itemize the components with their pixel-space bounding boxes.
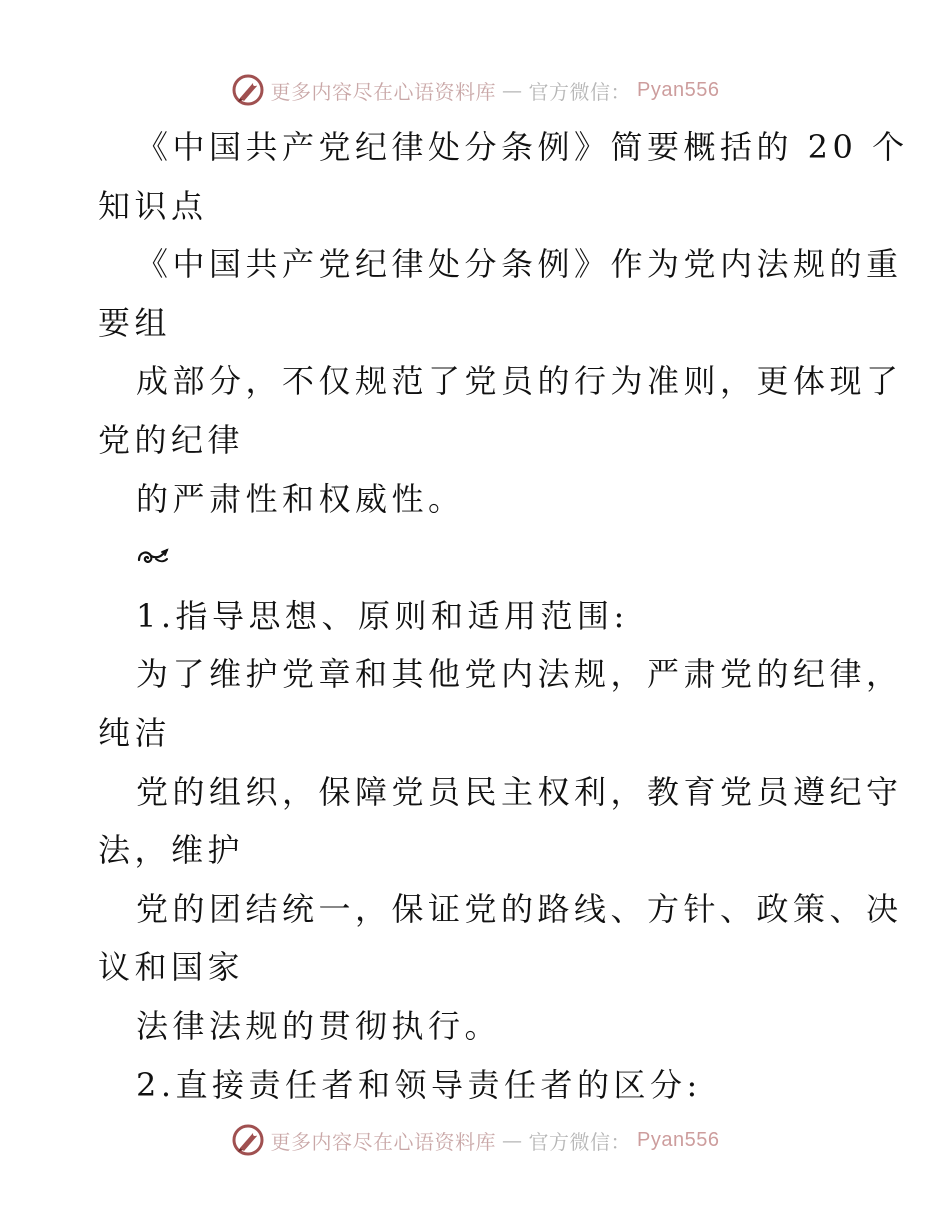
text-line: 纯洁 bbox=[98, 713, 172, 752]
text-line: 2.直接责任者和领导责任者的区分: bbox=[136, 1065, 702, 1104]
fleuron-icon bbox=[136, 544, 170, 570]
text-line: 为了维护党章和其他党内法规，严肃党的纪律， bbox=[136, 655, 903, 694]
header-watermark bbox=[0, 70, 950, 110]
text-line: 1.指导思想、原则和适用范围: bbox=[136, 596, 629, 635]
text-line: 成部分，不仅规范了党员的行为准则，更体现了 bbox=[136, 362, 903, 401]
footer-watermark bbox=[0, 1120, 950, 1160]
watermark-separator: — bbox=[502, 78, 523, 102]
text-line: 要组 bbox=[98, 303, 172, 342]
text-line: 知识点 bbox=[98, 186, 208, 225]
text-line: 法律法规的贯彻执行。 bbox=[136, 1006, 502, 1045]
ornament-row bbox=[98, 528, 858, 587]
watermark-separator: — bbox=[502, 1128, 523, 1152]
watermark-group bbox=[231, 1123, 720, 1157]
document-body bbox=[98, 118, 909, 1114]
text-line: 《中国共产党纪律处分条例》简要概括的 20 个 bbox=[136, 128, 909, 166]
pen-logo-icon bbox=[231, 1123, 265, 1157]
text-line: 议和国家 bbox=[98, 948, 245, 987]
text-line: 党的纪律 bbox=[98, 420, 245, 459]
watermark-main-text: 更多内容尽在心语资料库 bbox=[270, 79, 497, 104]
text-line: 《中国共产党纪律处分条例》作为党内法规的重 bbox=[136, 245, 903, 284]
watermark-group bbox=[231, 73, 720, 107]
watermark-sub-text: 官方微信： bbox=[528, 79, 632, 104]
text-line: 的严肃性和权威性。 bbox=[136, 479, 465, 518]
text-line: 党的组织，保障党员民主权利，教育党员遵纪守 bbox=[136, 772, 903, 811]
pen-logo-icon bbox=[231, 73, 265, 107]
text-line: 党的团结统一，保证党的路线、方针、政策、决 bbox=[136, 889, 903, 928]
watermark-wechat-id: Pyan556 bbox=[637, 1128, 720, 1151]
watermark-main-text: 更多内容尽在心语资料库 bbox=[270, 1129, 497, 1154]
text-line: 法，维护 bbox=[98, 831, 245, 870]
watermark-wechat-id: Pyan556 bbox=[637, 78, 720, 101]
watermark-sub-text: 官方微信： bbox=[528, 1129, 632, 1154]
